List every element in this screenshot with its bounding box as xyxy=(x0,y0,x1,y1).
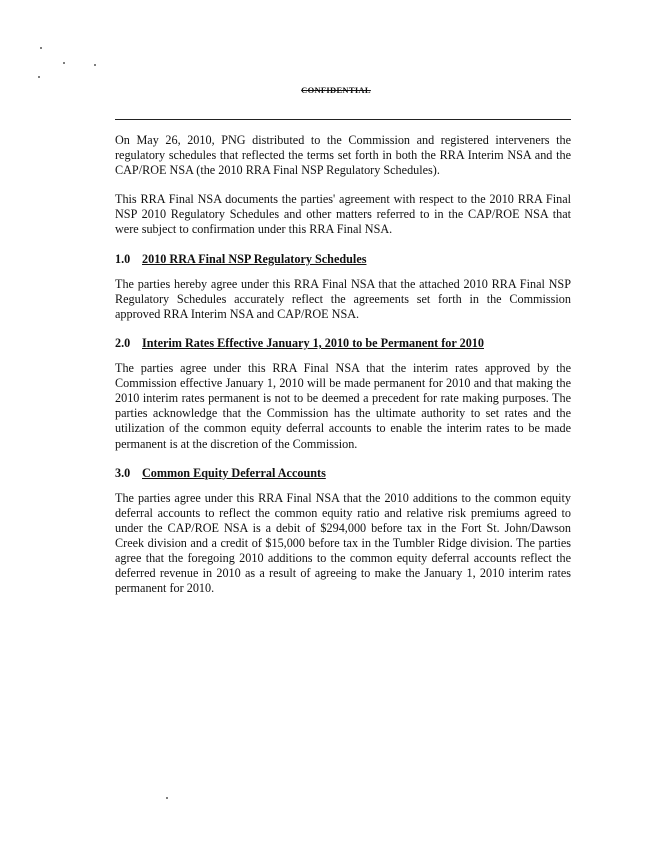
intro-paragraph-2: This RRA Final NSA documents the parties' agreement with respect to the 2010 RRA Final NSP 2010 Regulatory Schedules and other matters referred to in the CAP/ROE NSA that were subject to confirmation under this RRA Final NSA. xyxy=(115,192,571,237)
section-title: Interim Rates Effective January 1, 2010 to be Permanent for 2010 xyxy=(142,335,484,350)
section-1-body: The parties hereby agree under this RRA Final NSA that the attached 2010 RRA Final NSP Regulatory Schedules accurately reflect the agreements set forth in the Commission approved RRA Interim NSA and CAP/ROE NSA. xyxy=(115,276,571,321)
section-2-heading xyxy=(115,336,571,351)
section-number: 2.0 xyxy=(115,335,131,350)
section-number: 1.0 xyxy=(115,251,131,266)
section-number: 3.0 xyxy=(115,465,131,480)
section-title: 2010 RRA Final NSP Regulatory Schedules xyxy=(142,251,367,266)
section-1-heading xyxy=(115,252,571,267)
scan-speck xyxy=(40,47,42,49)
intro-paragraph-1: On May 26, 2010, PNG distributed to the Commission and registered interveners the regulatory schedules that reflected the terms set forth in both the RRA Interim NSA and the CAP/ROE NSA (the 2010 RRA Final NSP Regulatory Schedules). xyxy=(115,133,571,178)
scan-speck xyxy=(38,76,40,78)
header-divider xyxy=(115,119,571,120)
scan-speck xyxy=(166,797,168,799)
scan-speck xyxy=(63,62,65,64)
section-title: Common Equity Deferral Accounts xyxy=(142,465,326,480)
section-3-heading xyxy=(115,466,571,481)
document-body xyxy=(115,133,571,610)
section-2-body: The parties agree under this RRA Final NSA that the interim rates approved by the Commission effective January 1, 2010 will be made permanent for 2010 and that making the 2010 interim rates permanent is not to be deemed a precedent for rate making purposes. The parties acknowledge that the Commission has the ultimate authority to set rates and the utilization of the common equity deferral accounts to enable the interim rates to be made permanent is at the discretion of the Commission. xyxy=(115,361,571,451)
section-3-body: The parties agree under this RRA Final NSA that the 2010 additions to the common equity deferral accounts to reflect the common equity ratio and relative risk premiums agreed to under the CAP/ROE NSA is a debit of $294,000 before tax in the Fort St. John/Dawson Creek division and a credit of $15,000 before tax in the Tumbler Ridge division. The parties agree that the foregoing 2010 additions to the common equity deferral accounts reflect the deferred revenue in 2010 as a result of agreeing to make the January 1, 2010 interim rates permanent for 2010. xyxy=(115,490,571,596)
confidential-header: CONFIDENTIAL xyxy=(301,85,371,95)
scan-speck xyxy=(94,64,96,66)
